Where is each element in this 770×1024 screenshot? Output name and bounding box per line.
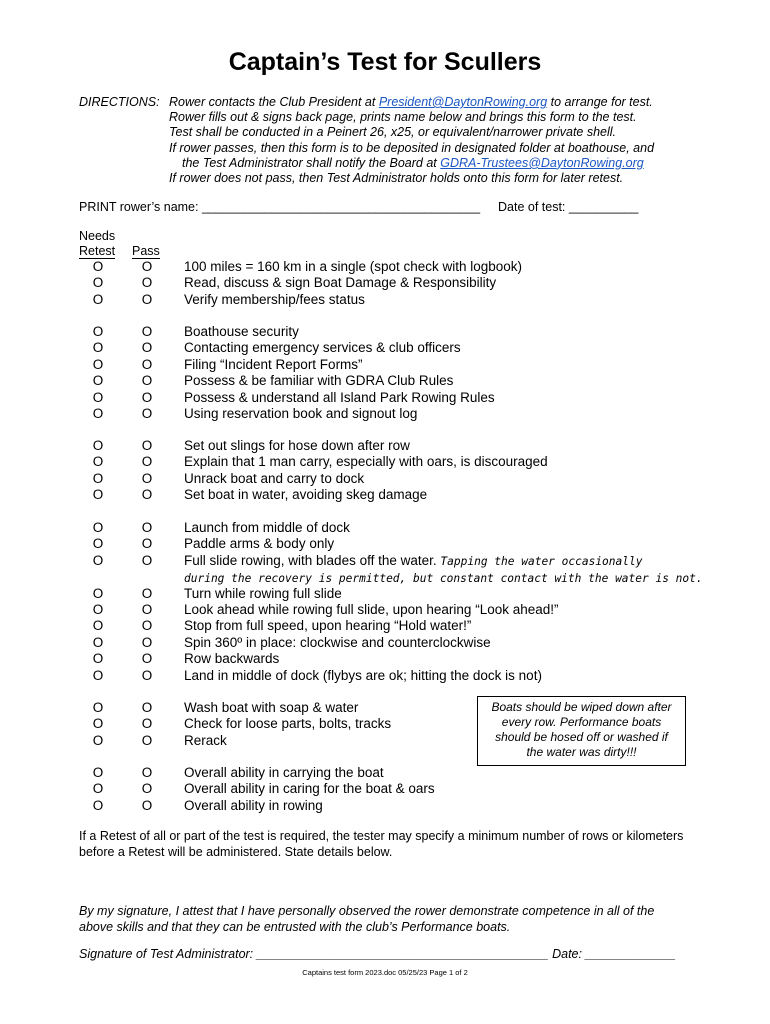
pass-checkbox[interactable]: O bbox=[141, 634, 153, 650]
retest-checkbox[interactable]: O bbox=[92, 667, 104, 683]
retest-checkbox[interactable]: O bbox=[92, 454, 104, 470]
page-footer: Captains test form 2023.doc 05/25/23 Page 1 of 2 bbox=[302, 968, 468, 977]
rower-name-field[interactable]: PRINT rower’s name: ________________________________________ bbox=[79, 200, 481, 214]
directions-line-5 bbox=[169, 156, 654, 171]
item-label: Wash boat with soap & water bbox=[184, 700, 359, 715]
pass-checkbox[interactable]: O bbox=[141, 536, 153, 552]
item-label: Set out slings for hose down after row bbox=[184, 438, 410, 453]
directions-line-6: If rower does not pass, then Test Administrator holds onto this form for later retest. bbox=[169, 171, 624, 186]
item-label: Possess & understand all Island Park Rowing Rules bbox=[184, 389, 495, 405]
pass-checkbox[interactable]: O bbox=[141, 667, 153, 683]
retest-checkbox[interactable]: O bbox=[92, 259, 104, 274]
checklist-row bbox=[0, 373, 770, 389]
pass-checkbox[interactable]: O bbox=[141, 601, 153, 617]
pass-checkbox[interactable]: O bbox=[141, 700, 153, 715]
directions-text bbox=[169, 95, 654, 186]
checklist-row bbox=[0, 340, 770, 356]
pass-checkbox[interactable]: O bbox=[141, 275, 153, 291]
checklist-row bbox=[0, 586, 770, 602]
checklist-row bbox=[0, 487, 770, 503]
pass-header: Pass bbox=[132, 244, 160, 258]
retest-checkbox[interactable]: O bbox=[92, 405, 104, 421]
item-label: Spin 360º in place: clockwise and counterclockwise bbox=[184, 634, 491, 650]
item-label: Filing “Incident Report Forms” bbox=[184, 356, 363, 372]
item-label bbox=[184, 553, 703, 588]
checklist-group-3 bbox=[0, 438, 770, 504]
retest-checkbox[interactable]: O bbox=[92, 487, 104, 503]
attestation-line: By my signature, I attest that I have personally observed the rower demonstrate competence in all of the bbox=[79, 904, 655, 918]
directions-line-2: Rower fills out & signs back page, prints name below and brings this form to the test. bbox=[169, 110, 637, 125]
pass-checkbox[interactable]: O bbox=[141, 781, 153, 797]
pass-checkbox[interactable]: O bbox=[141, 618, 153, 634]
checklist-row bbox=[0, 553, 770, 586]
item-label: Boathouse security bbox=[184, 324, 299, 339]
retest-checkbox[interactable]: O bbox=[92, 781, 104, 797]
item-label: Using reservation book and signout log bbox=[184, 405, 418, 421]
item-label: Overall ability in rowing bbox=[184, 797, 323, 813]
directions-line-3: Test shall be conducted in a Peinert 26, x25, or equivalent/narrower private shell. bbox=[169, 125, 617, 140]
checklist-row bbox=[0, 275, 770, 291]
checklist-row bbox=[0, 357, 770, 373]
item-label: Stop from full speed, upon hearing “Hold water!” bbox=[184, 618, 472, 634]
item-label: Look ahead while rowing full slide, upon hearing “Look ahead!” bbox=[184, 601, 559, 617]
retest-checkbox[interactable]: O bbox=[92, 651, 104, 667]
retest-checkbox[interactable]: O bbox=[92, 389, 104, 405]
retest-checkbox[interactable]: O bbox=[92, 618, 104, 634]
attestation-paragraph bbox=[79, 903, 654, 935]
retest-checkbox[interactable]: O bbox=[92, 275, 104, 291]
retest-checkbox[interactable]: O bbox=[92, 552, 104, 568]
president-email-link[interactable]: President@DaytonRowing.org bbox=[378, 95, 548, 109]
pass-checkbox[interactable]: O bbox=[141, 732, 153, 748]
note-line: should be hosed off or washed if bbox=[495, 730, 668, 744]
retest-checkbox[interactable]: O bbox=[92, 520, 104, 535]
pass-checkbox[interactable]: O bbox=[141, 291, 153, 307]
retest-paragraph bbox=[79, 828, 683, 860]
retest-checkbox[interactable]: O bbox=[92, 470, 104, 486]
retest-checkbox[interactable]: O bbox=[92, 716, 104, 732]
directions-line-1-pre: Rower contacts the Club President at bbox=[169, 95, 379, 109]
page-title: Captain’s Test for Scullers bbox=[228, 48, 542, 76]
item-label: Rerack bbox=[184, 732, 227, 748]
pass-checkbox[interactable]: O bbox=[141, 454, 153, 470]
pass-checkbox[interactable]: O bbox=[141, 259, 153, 274]
pass-checkbox[interactable]: O bbox=[141, 585, 153, 601]
checklist-row bbox=[0, 471, 770, 487]
directions-line-4: If rower passes, then this form is to be deposited in designated folder at boathouse, and bbox=[169, 140, 655, 155]
retest-checkbox[interactable]: O bbox=[92, 438, 104, 453]
checklist-row bbox=[0, 651, 770, 667]
checklist-row bbox=[0, 324, 770, 340]
retest-checkbox[interactable]: O bbox=[92, 732, 104, 748]
test-date-field[interactable]: Date of test: __________ bbox=[498, 200, 639, 214]
retest-checkbox[interactable]: O bbox=[92, 324, 104, 339]
checklist-row bbox=[0, 765, 770, 781]
needs-header: Needs bbox=[79, 229, 116, 243]
signature-field[interactable]: Signature of Test Administrator: __________________________________________ Date: _____________ bbox=[79, 947, 676, 961]
retest-checkbox[interactable]: O bbox=[92, 634, 104, 650]
item-label: Read, discuss & sign Boat Damage & Responsibility bbox=[184, 275, 497, 291]
item-label: Launch from middle of dock bbox=[184, 520, 350, 535]
item-label: Row backwards bbox=[184, 651, 280, 667]
directions-line-1-post: to arrange for test. bbox=[547, 95, 653, 109]
pass-checkbox[interactable]: O bbox=[141, 520, 153, 535]
checklist-group-6 bbox=[0, 765, 770, 814]
item-note-line-2: during the recovery is permitted, but constant contact with the water is not. bbox=[184, 572, 703, 586]
checklist-row bbox=[0, 618, 770, 634]
retest-checkbox[interactable]: O bbox=[92, 356, 104, 372]
pass-checkbox[interactable]: O bbox=[141, 765, 153, 780]
retest-checkbox[interactable]: O bbox=[92, 536, 104, 552]
note-line: the water was dirty!!! bbox=[526, 745, 637, 759]
pass-checkbox[interactable]: O bbox=[141, 487, 153, 503]
item-label-main: Full slide rowing, with blades off the water. bbox=[184, 552, 437, 568]
checklist-row bbox=[0, 536, 770, 552]
item-label: Overall ability in carrying the boat bbox=[184, 765, 384, 780]
checklist-row bbox=[0, 668, 770, 684]
checklist-row bbox=[0, 406, 770, 422]
checklist-row bbox=[0, 454, 770, 470]
pass-checkbox[interactable]: O bbox=[141, 389, 153, 405]
trustees-email-link[interactable]: GDRA-Trustees@DaytonRowing.org bbox=[440, 155, 644, 170]
checklist-row bbox=[0, 520, 770, 536]
item-label: Contacting emergency services & club officers bbox=[184, 340, 461, 356]
retest-checkbox[interactable]: O bbox=[92, 291, 104, 307]
pass-checkbox[interactable]: O bbox=[141, 324, 153, 339]
retest-line: before a Retest will be administered. State details below. bbox=[79, 845, 393, 859]
retest-checkbox[interactable]: O bbox=[92, 585, 104, 601]
pass-checkbox[interactable]: O bbox=[141, 405, 153, 421]
checklist-group-1 bbox=[0, 259, 770, 308]
pass-checkbox[interactable]: O bbox=[141, 651, 153, 667]
pass-checkbox[interactable]: O bbox=[141, 716, 153, 732]
pass-checkbox[interactable]: O bbox=[141, 797, 153, 813]
retest-checkbox[interactable]: O bbox=[92, 373, 104, 389]
item-label: Check for loose parts, bolts, tracks bbox=[184, 716, 392, 732]
note-line: every row. Performance boats bbox=[501, 715, 662, 729]
checklist-row bbox=[0, 390, 770, 406]
item-note-line-1: Tapping the water occasionally bbox=[440, 554, 643, 568]
item-label: Paddle arms & body only bbox=[184, 536, 335, 552]
item-label: 100 miles = 160 km in a single (spot check with logbook) bbox=[184, 259, 523, 274]
checklist-group-2 bbox=[0, 324, 770, 422]
retest-checkbox[interactable]: O bbox=[92, 700, 104, 715]
pass-checkbox[interactable]: O bbox=[141, 373, 153, 389]
directions-label: DIRECTIONS: bbox=[79, 95, 160, 109]
item-label: Unrack boat and carry to dock bbox=[184, 470, 365, 486]
pass-checkbox[interactable]: O bbox=[141, 340, 153, 356]
item-label: Verify membership/fees status bbox=[184, 291, 365, 307]
directions-line-5-pre: the Test Administrator shall notify the Board at bbox=[182, 155, 441, 170]
checklist-group-4 bbox=[0, 520, 770, 684]
checklist-row bbox=[0, 602, 770, 618]
retest-checkbox[interactable]: O bbox=[92, 601, 104, 617]
retest-checkbox[interactable]: O bbox=[92, 797, 104, 813]
item-label: Overall ability in caring for the boat & oars bbox=[184, 781, 435, 797]
note-line: Boats should be wiped down after bbox=[491, 700, 672, 714]
retest-header: Retest bbox=[79, 244, 116, 258]
directions-line-1 bbox=[169, 95, 654, 110]
boat-cleaning-note bbox=[477, 696, 686, 766]
checklist-row bbox=[0, 798, 770, 814]
pass-checkbox[interactable]: O bbox=[141, 552, 153, 568]
pass-checkbox[interactable]: O bbox=[141, 438, 153, 453]
pass-checkbox[interactable]: O bbox=[141, 356, 153, 372]
checklist-row bbox=[0, 438, 770, 454]
item-label: Set boat in water, avoiding skeg damage bbox=[184, 487, 428, 503]
item-label: Explain that 1 man carry, especially with oars, is discouraged bbox=[184, 454, 548, 470]
pass-checkbox[interactable]: O bbox=[141, 470, 153, 486]
checklist-row bbox=[0, 635, 770, 651]
retest-line: If a Retest of all or part of the test is required, the tester may specify a minimum number of rows or kilometers bbox=[79, 829, 684, 843]
retest-checkbox[interactable]: O bbox=[92, 765, 104, 780]
item-label: Possess & be familiar with GDRA Club Rules bbox=[184, 373, 454, 389]
item-label: Land in middle of dock (flybys are ok; hitting the dock is not) bbox=[184, 667, 542, 683]
checklist-row bbox=[0, 292, 770, 308]
attestation-line: above skills and that they can be entrusted with the club’s Performance boats. bbox=[79, 920, 511, 934]
checklist-row bbox=[0, 781, 770, 797]
item-label: Turn while rowing full slide bbox=[184, 585, 342, 601]
checklist-row bbox=[0, 259, 770, 275]
retest-checkbox[interactable]: O bbox=[92, 340, 104, 356]
